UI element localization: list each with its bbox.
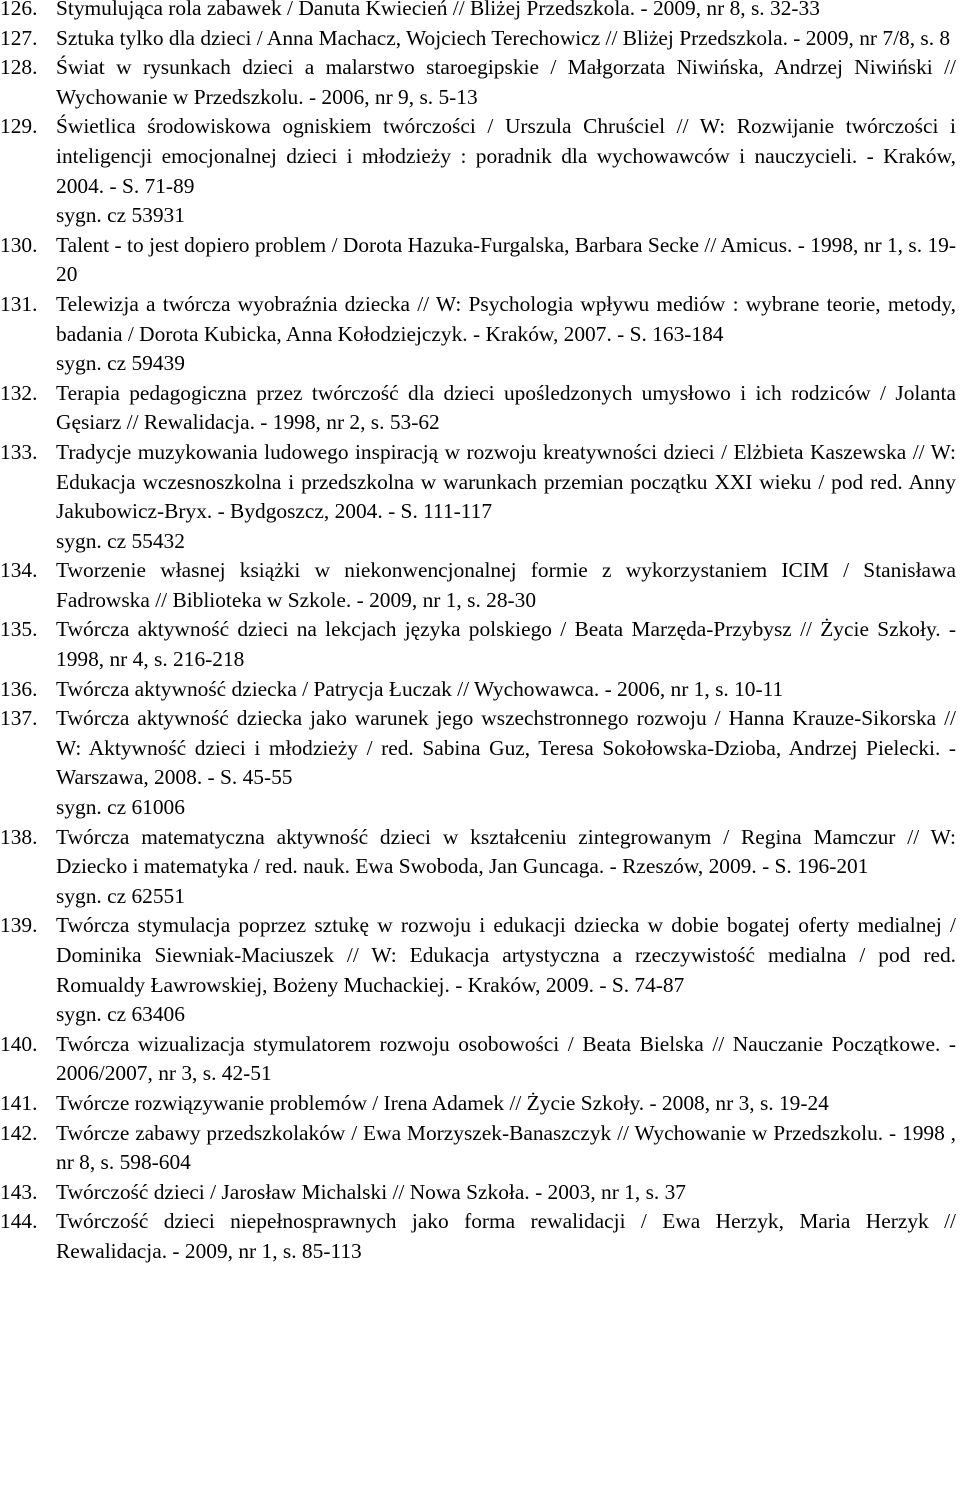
entry-citation: Twórcza aktywność dzieci na lekcjach języka polskiego / Beata Marzęda-Przybysz // Życie Szkoły. - 1998, nr 4, s. 216-218 xyxy=(56,617,956,672)
entry-call-number: sygn. cz 63406 xyxy=(56,1002,185,1027)
entry-number: 132. xyxy=(0,380,38,405)
bibliography-entry xyxy=(0,911,956,1029)
bibliography-entry xyxy=(0,112,956,230)
bibliography-entry xyxy=(0,675,956,705)
entry-body xyxy=(56,231,956,290)
entry-body xyxy=(56,112,956,230)
entry-number: 127. xyxy=(0,25,38,50)
bibliography-entry xyxy=(0,24,956,54)
entry-call-number: sygn. cz 55432 xyxy=(56,528,185,553)
entry-citation: Telewizja a twórcza wyobraźnia dziecka // W: Psychologia wpływu mediów : wybrane teorie, metody, badania / Dorota Kubicka, Anna Kołodziejczyk. - Kraków, 2007. - S. 163-184 xyxy=(56,291,956,346)
entry-citation: Sztuka tylko dla dzieci / Anna Machacz, Wojciech Terechowicz // Bliżej Przedszkola. - 2009, nr 7/8, s. 8 xyxy=(56,25,951,50)
entry-number: 138. xyxy=(0,824,38,849)
entry-number: 137. xyxy=(0,706,38,731)
entry-body xyxy=(56,556,956,615)
entry-body xyxy=(56,1207,956,1266)
entry-citation: Twórcza wizualizacja stymulatorem rozwoju osobowości / Beata Bielska // Nauczanie Początkowe. - 2006/2007, nr 3, s. 42-51 xyxy=(56,1031,956,1086)
entry-citation: Twórczość dzieci / Jarosław Michalski // Nowa Szkoła. - 2003, nr 1, s. 37 xyxy=(56,1179,686,1204)
entry-citation: Terapia pedagogiczna przez twórczość dla dzieci upośledzonych umysłowo i ich rodziców / Jolanta Gęsiarz // Rewalidacja. - 1998, nr 2, s. 53-62 xyxy=(56,380,956,435)
entry-number: 126. xyxy=(0,0,38,20)
entry-number: 130. xyxy=(0,232,38,257)
bibliography-entry xyxy=(0,1119,956,1178)
entry-body xyxy=(56,53,956,112)
entry-call-number: sygn. cz 53931 xyxy=(56,203,185,228)
bibliography-entry xyxy=(0,290,956,379)
entry-number: 139. xyxy=(0,913,38,938)
entry-citation: Stymulująca rola zabawek / Danuta Kwiecień // Bliżej Przedszkola. - 2009, nr 8, s. 32-33 xyxy=(56,0,820,20)
entry-body xyxy=(56,823,956,912)
entry-citation: Talent - to jest dopiero problem / Dorota Hazuka-Furgalska, Barbara Secke // Amicus. - 1998, nr 1, s. 19-20 xyxy=(56,232,956,287)
bibliography-entry xyxy=(0,556,956,615)
entry-body xyxy=(56,290,956,379)
entry-citation: Twórcza matematyczna aktywność dzieci w kształceniu zintegrowanym / Regina Mamczur // W: Dziecko i matematyka / red. nauk. Ewa Swoboda, Jan Guncaga. - Rzeszów, 2009. - S. 196-201 xyxy=(56,824,956,879)
bibliography-entry xyxy=(0,615,956,674)
entry-number: 141. xyxy=(0,1090,38,1115)
entry-citation: Twórcza stymulacja poprzez sztukę w rozwoju i edukacji dziecka w dobie bogatej oferty medialnej / Dominika Siewniak-Maciuszek // W: Edukacja artystyczna a rzeczywistość medialna / pod red. Romualdy Ławrowskiej, Bożeny Muchackiej. - Kraków, 2009. - S. 74-87 xyxy=(56,913,956,997)
entry-citation: Twórcze rozwiązywanie problemów / Irena Adamek // Życie Szkoły. - 2008, nr 3, s. 19-24 xyxy=(56,1090,829,1115)
entry-number: 143. xyxy=(0,1179,38,1204)
bibliography-entry xyxy=(0,379,956,438)
entry-number: 133. xyxy=(0,439,38,464)
entry-body xyxy=(56,0,956,24)
entry-citation: Świetlica środowiskowa ogniskiem twórczości / Urszula Chruściel // W: Rozwijanie twórczości i inteligencji emocjonalnej dzieci i młodzieży : poradnik dla wychowawców i nauczycieli. - Kraków, 2004. - S. 71-89 xyxy=(56,114,956,198)
bibliography-entry xyxy=(0,823,956,912)
bibliography-entry xyxy=(0,438,956,556)
entry-citation: Twórcza aktywność dziecka jako warunek jego wszechstronnego rozwoju / Hanna Krauze-Sikorska // W: Aktywność dzieci i młodzieży / red. Sabina Guz, Teresa Sokołowska-Dzioba, Andrzej Pielecki. - Warszawa, 2008. - S. 45-55 xyxy=(56,706,956,790)
entry-number: 144. xyxy=(0,1209,38,1234)
entry-body xyxy=(56,1178,956,1208)
entry-citation: Twórczość dzieci niepełnosprawnych jako forma rewalidacji / Ewa Herzyk, Maria Herzyk // Rewalidacja. - 2009, nr 1, s. 85-113 xyxy=(56,1209,956,1263)
entry-number: 136. xyxy=(0,676,38,701)
entry-number: 142. xyxy=(0,1120,38,1145)
entry-body xyxy=(56,911,956,1029)
entry-body xyxy=(56,438,956,556)
entry-body xyxy=(56,1030,956,1089)
bibliography-entry xyxy=(0,1089,956,1119)
entry-number: 135. xyxy=(0,617,38,642)
entry-citation: Twórcza aktywność dziecka / Patrycja Łuczak // Wychowawca. - 2006, nr 1, s. 10-11 xyxy=(56,676,784,701)
entry-call-number: sygn. cz 61006 xyxy=(56,795,185,820)
entry-number: 131. xyxy=(0,291,38,316)
entry-body xyxy=(56,1119,956,1178)
entry-body xyxy=(56,704,956,822)
entry-citation: Świat w rysunkach dzieci a malarstwo staroegipskie / Małgorzata Niwińska, Andrzej Niwiński // Wychowanie w Przedszkolu. - 2006, nr 9, s. 5-13 xyxy=(56,55,956,109)
entry-number: 134. xyxy=(0,558,38,583)
bibliography-entry xyxy=(0,704,956,822)
entry-number: 129. xyxy=(0,114,38,139)
bibliography-entry xyxy=(0,1178,956,1208)
entry-call-number: sygn. cz 59439 xyxy=(56,351,185,376)
entry-body xyxy=(56,1089,956,1119)
entry-citation: Tworzenie własnej książki w niekonwencjonalnej formie z wykorzystaniem ICIM / Stanisława Fadrowska // Biblioteka w Szkole. - 2009, nr 1, s. 28-30 xyxy=(56,558,956,612)
entry-body xyxy=(56,379,956,438)
entry-number: 128. xyxy=(0,55,38,80)
entry-call-number: sygn. cz 62551 xyxy=(56,883,185,908)
entry-citation: Tradycje muzykowania ludowego inspiracją w rozwoju kreatywności dzieci / Elżbieta Kaszewska // W: Edukacja wczesnoszkolna i przedszkolna w warunkach przemian początku XXI wieku / pod red. Anny Jakubowicz-Bryx. - Bydgoszcz, 2004. - S. 111-117 xyxy=(56,439,956,524)
bibliography-entry xyxy=(0,53,956,112)
bibliography-entry xyxy=(0,231,956,290)
entry-body xyxy=(56,615,956,674)
bibliography-entry xyxy=(0,1030,956,1089)
entry-body xyxy=(56,675,956,705)
entry-body xyxy=(56,24,956,54)
entry-citation: Twórcze zabawy przedszkolaków / Ewa Morzyszek-Banaszczyk // Wychowanie w Przedszkolu. - 1998 , nr 8, s. 598-604 xyxy=(56,1120,956,1175)
bibliography-entry xyxy=(0,1207,956,1266)
entry-number: 140. xyxy=(0,1031,38,1056)
bibliography-entry xyxy=(0,0,956,24)
